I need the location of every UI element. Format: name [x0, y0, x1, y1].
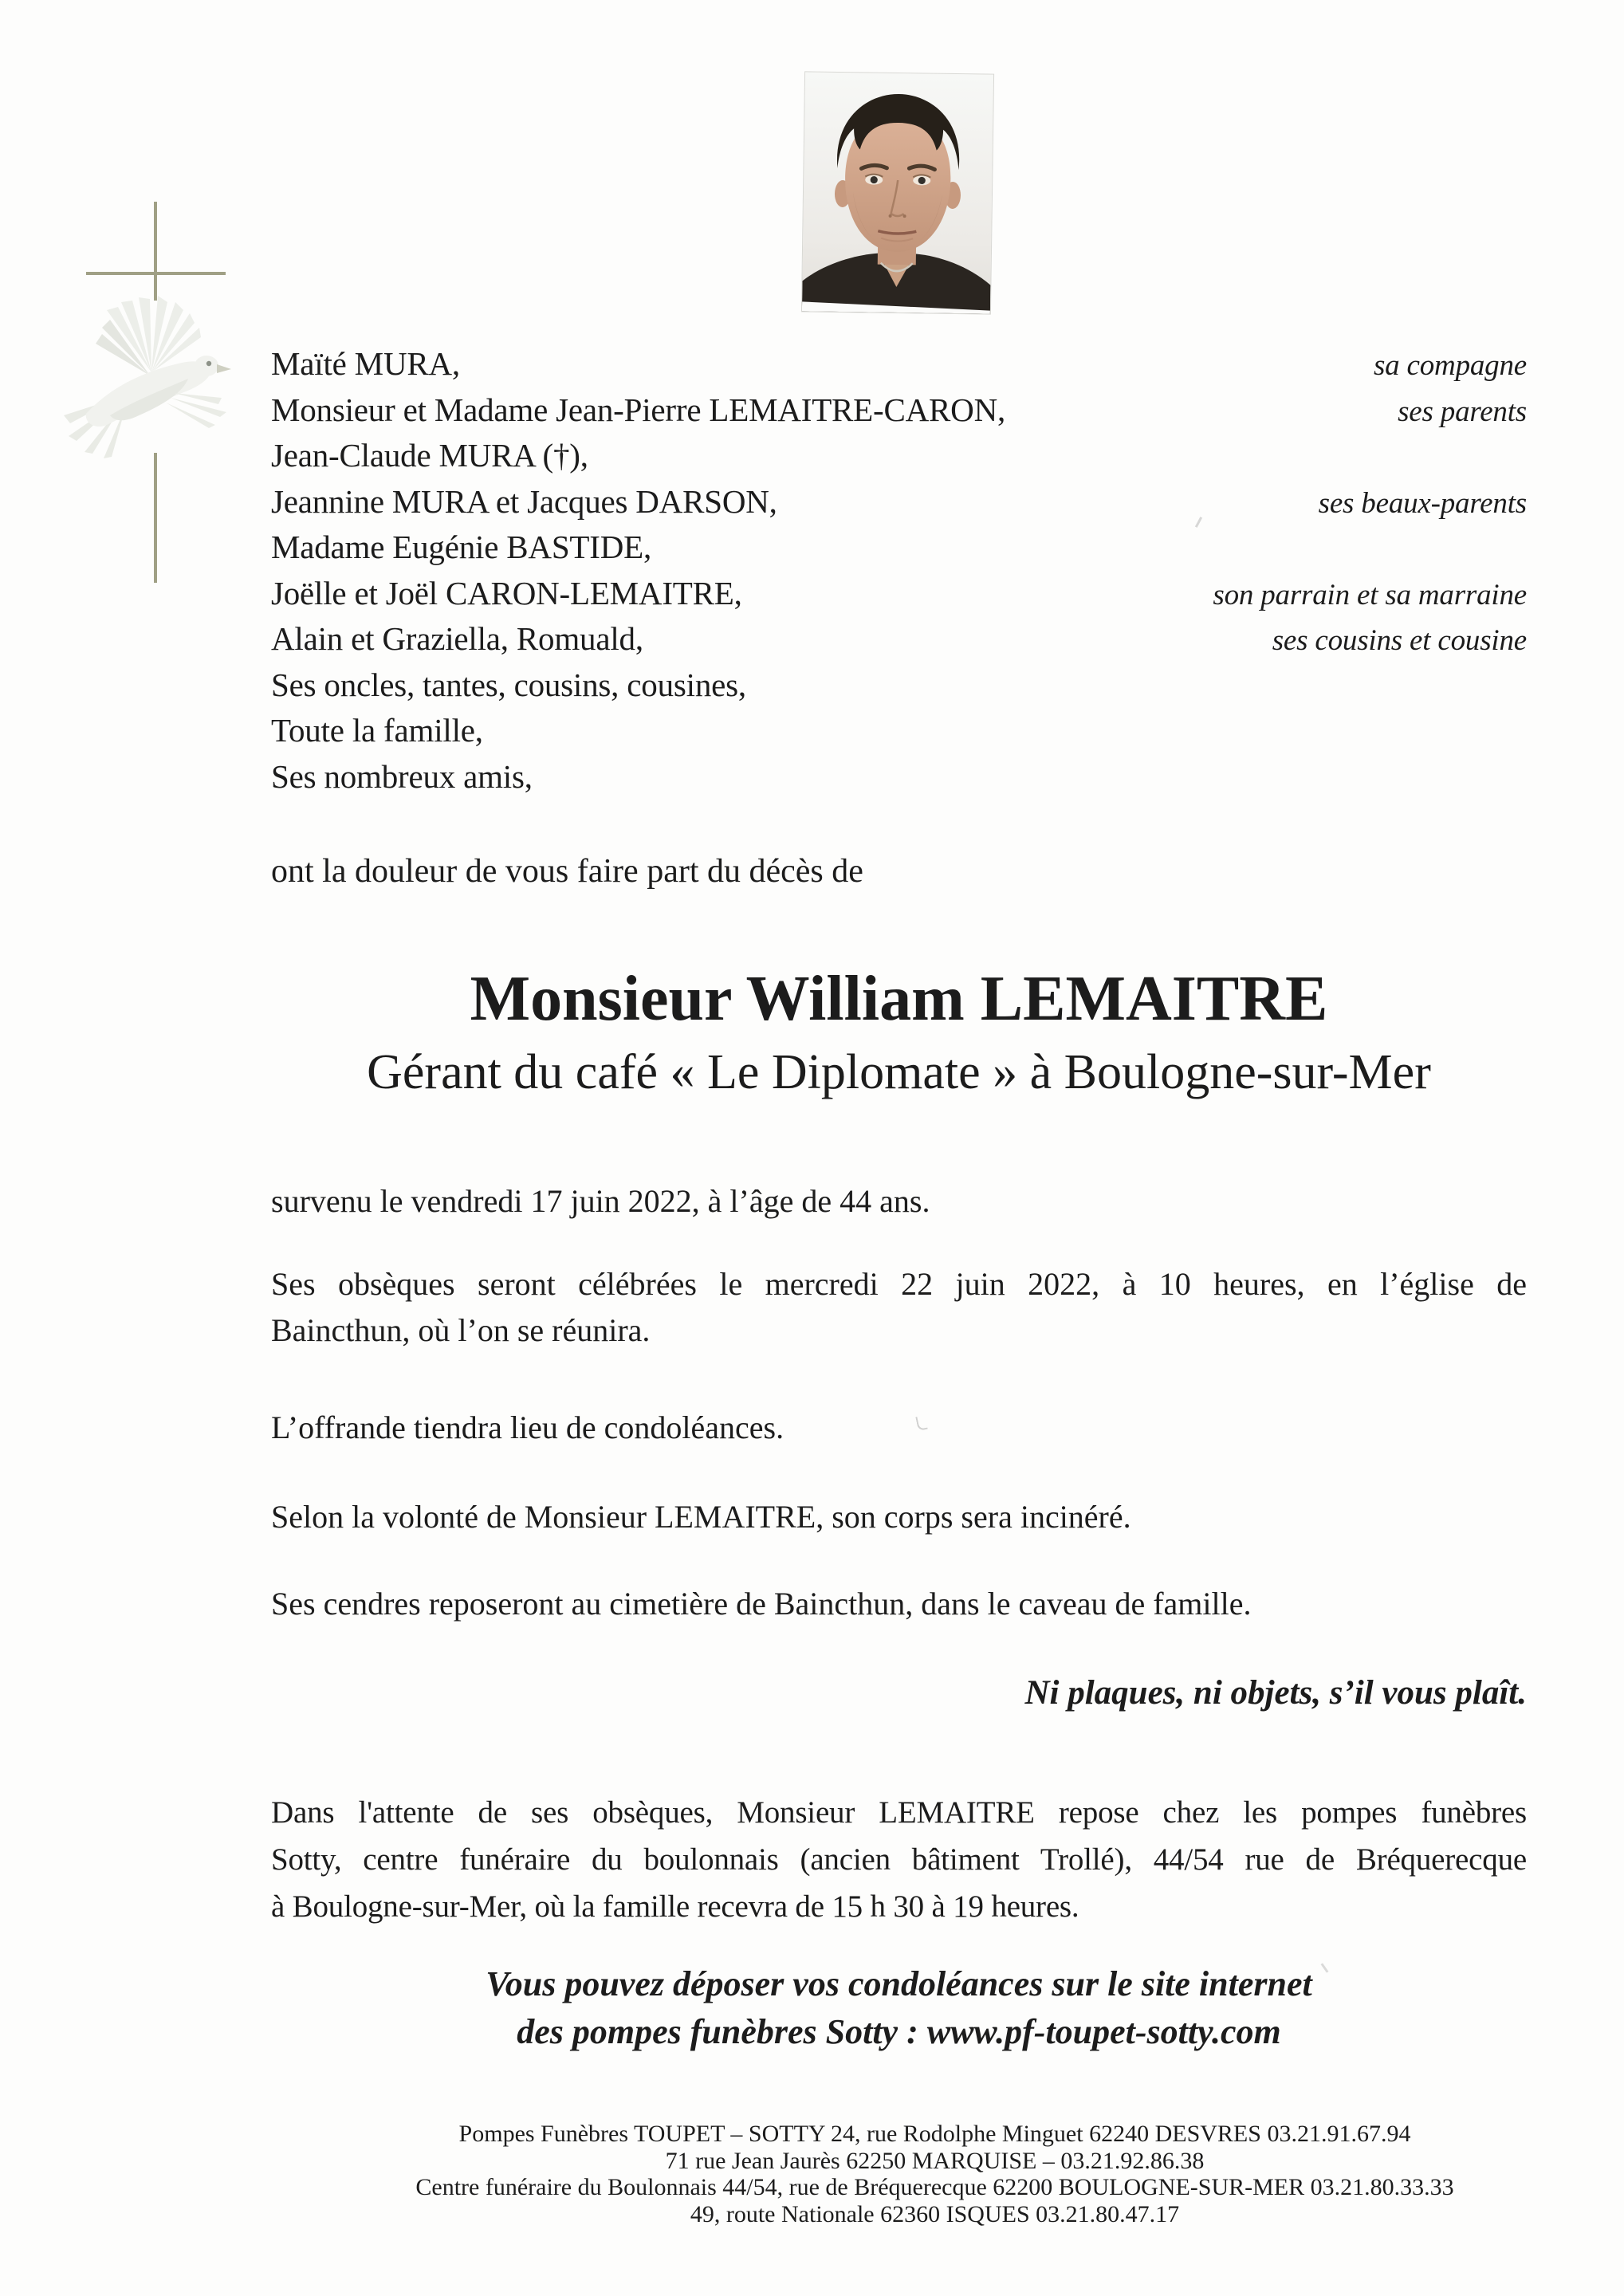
family-row: [271, 479, 1527, 525]
deceased-name-title: Monsieur William LEMAITRE: [470, 964, 1328, 1034]
cross-icon: [154, 453, 157, 583]
family-name: Toute la famille,: [271, 712, 483, 749]
family-name: Jeannine MURA et Jacques DARSON,: [271, 482, 777, 520]
family-name: Madame Eugénie BASTIDE,: [271, 529, 652, 565]
family-row: [271, 571, 1527, 617]
cross-icon: [86, 272, 226, 275]
family-row: [271, 387, 1527, 434]
family-relation: ses parents: [1398, 395, 1527, 428]
paragraph-death-date: survenu le vendredi 17 juin 2022, à l’âge de 44 ans.: [271, 1183, 930, 1219]
cross-icon: [154, 202, 157, 301]
family-name: Ses oncles, tantes, cousins, cousines,: [271, 666, 746, 703]
condolences-website-note: [271, 1960, 1527, 2056]
announcement-line: ont la douleur de vous faire part du décès de: [271, 853, 863, 890]
footer-line: 71 rue Jean Jaurès 62250 MARQUISE – 03.21.92.86.38: [665, 2147, 1205, 2174]
paragraph-repose: [271, 1789, 1527, 1930]
footer-line: 49, route Nationale 62360 ISQUES 03.21.80.47.17: [690, 2200, 1180, 2227]
footer-line: Pompes Funèbres TOUPET – SOTTY 24, rue Rodolphe Minguet 62240 DESVRES 03.21.91.67.94: [458, 2121, 1411, 2147]
no-plaques-notice: Ni plaques, ni objets, s’il vous plaît.: [1024, 1674, 1527, 1712]
family-name: Monsieur et Madame Jean-Pierre LEMAITRE-CARON,: [271, 391, 1006, 428]
family-relation: son parrain et sa marraine: [1213, 578, 1527, 611]
family-row: [271, 525, 1527, 571]
paragraph-cremation: Selon la volonté de Monsieur LEMAITRE, son corps sera incinéré.: [271, 1499, 1131, 1535]
family-name: Alain et Graziella, Romuald,: [271, 620, 643, 657]
deceased-subtitle: Gérant du café « Le Diplomate » à Boulogne-sur-Mer: [367, 1045, 1431, 1099]
paragraph-line: Dans l'attente de ses obsèques, Monsieur LEMAITRE repose chez les pompes funèbres: [271, 1795, 1527, 1830]
family-relation: ses cousins et cousine: [1272, 624, 1527, 657]
footer-line: Centre funéraire du Boulonnais 44/54, rue de Bréquerecque 62200 BOULOGNE-SUR-MER 03.21.80.33.33: [415, 2174, 1454, 2200]
family-name: Jean-Claude MURA (†),: [271, 437, 588, 474]
family-name: Joëlle et Joël CARON-LEMAITRE,: [271, 574, 742, 611]
family-name: Ses nombreux amis,: [271, 757, 533, 795]
family-row: [271, 433, 1527, 479]
portrait-photo: [802, 72, 993, 313]
paragraph-line: Sotty, centre funéraire du boulonnais (ancien bâtiment Trollé), 44/54 rue de Bréquerecque: [271, 1842, 1527, 1877]
family-row: [271, 662, 1527, 709]
paragraph-funeral: [271, 1261, 1527, 1354]
family-row: [271, 341, 1527, 387]
dove-icon: [62, 296, 236, 458]
paragraph-ashes: Ses cendres reposeront au cimetière de Baincthun, dans le caveau de famille.: [271, 1586, 1252, 1622]
family-row: [271, 708, 1527, 754]
family-relation: sa compagne: [1373, 349, 1527, 382]
condolences-line: Vous pouvez déposer vos condoléances sur le site internet: [486, 1964, 1312, 2003]
paragraph-line: Ses obsèques seront célébrées le mercredi 22 juin 2022, à 10 heures, en l’église de: [271, 1266, 1527, 1302]
portrait-image: [802, 72, 993, 313]
family-relation: ses beaux-parents: [1318, 486, 1527, 520]
paragraph-line: à Boulogne-sur-Mer, où la famille recevra de 15 h 30 à 19 heures.: [271, 1889, 1079, 1924]
family-list: [271, 341, 1527, 800]
paragraph-offering: L’offrande tiendra lieu de condoléances.: [271, 1409, 784, 1445]
family-name: Maïté MURA,: [271, 345, 460, 382]
paragraph-line: Baincthun, où l’on se réunira.: [271, 1312, 651, 1348]
funeral-home-footer: [307, 2121, 1563, 2227]
family-row: [271, 616, 1527, 662]
condolences-line: des pompes funèbres Sotty : www.pf-toupet-sotty.com: [517, 2012, 1281, 2051]
family-row: [271, 754, 1527, 800]
